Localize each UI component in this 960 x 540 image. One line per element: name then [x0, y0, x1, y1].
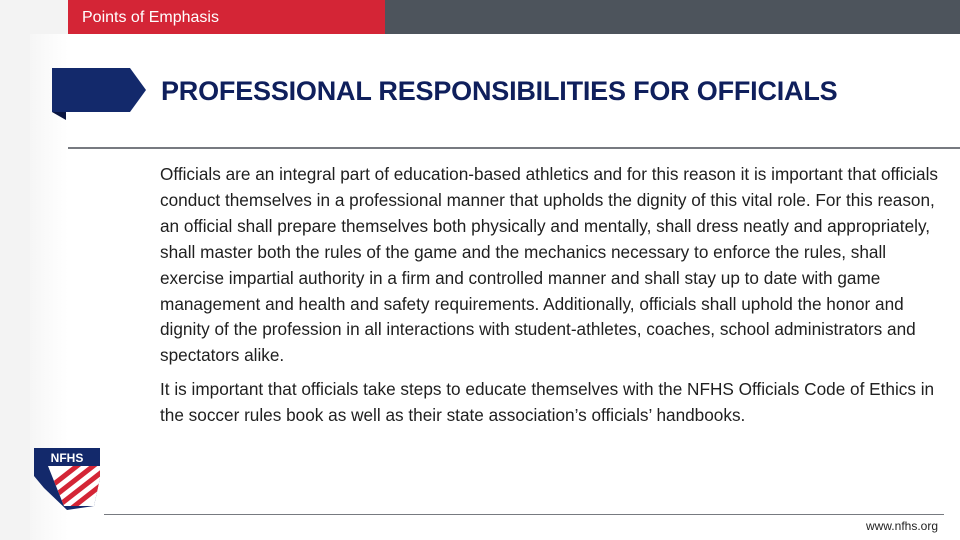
- body-paragraph-1: Officials are an integral part of education-based athletics and for this reason it is important that officials conduct themselves in a professional manner that upholds the dignity of this vital role. For this reason, an official shall prepare themselves both physically and mentally, shall dress neatly and appropriately, shall master both the rules of the game and the mechanics necessary to enforce the rules, shall exercise impartial authority in a firm and controlled manner and shall stay up to date with game management and health and safety requirements. Additionally, officials shall uphold the honor and dignity of the profession in all interactions with student-athletes, coaches, school administrators and spectators alike.: [160, 164, 938, 366]
- section-label: Points of Emphasis: [82, 9, 219, 26]
- nfhs-shield-logo-icon: [34, 448, 100, 512]
- footer-divider: [104, 514, 944, 515]
- slide-body: [160, 162, 946, 429]
- ribbon-arrow-icon: [52, 66, 146, 120]
- slide-title: PROFESSIONAL RESPONSIBILITIES FOR OFFICIALS: [161, 76, 838, 106]
- top-bar-left-block: [0, 0, 68, 34]
- left-panel: [0, 34, 30, 540]
- title-divider: [68, 147, 960, 149]
- body-paragraph-2: It is important that officials take steps to educate themselves with the NFHS Officials Code of Ethics in the soccer rules book as well as their state association’s officials’ handbooks.: [160, 379, 935, 426]
- footer-url: www.nfhs.org: [865, 519, 938, 533]
- logo-text: NFHS: [50, 451, 84, 465]
